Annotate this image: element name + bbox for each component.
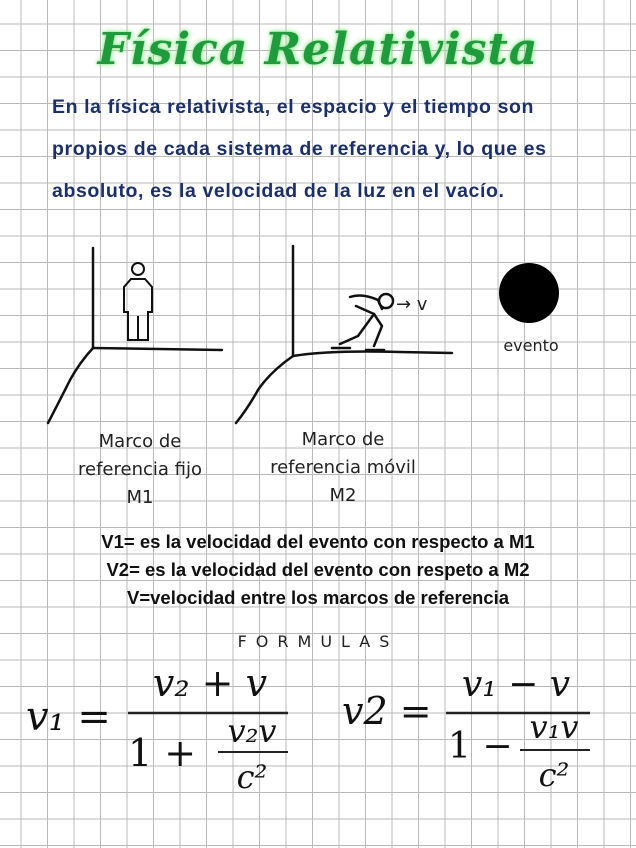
moving-frame-axes	[236, 246, 452, 423]
moving-frame-line1: Marco de	[301, 429, 385, 450]
formula2-numerator: v₁ − v	[461, 664, 571, 705]
formula-v2	[338, 658, 628, 808]
formula-v1	[20, 658, 310, 808]
formula1-inner-numerator: v₂v	[227, 712, 277, 750]
formula2-inner-denominator: c²	[538, 756, 570, 794]
definition-v1: V1= es la velocidad del evento con respecto a M1	[101, 531, 535, 552]
definition-v: V=velocidad entre los marcos de referencia	[127, 587, 509, 608]
fixed-frame-label	[40, 428, 240, 512]
moving-frame-label	[238, 426, 448, 510]
formulas-heading: FORMULAS	[237, 632, 399, 651]
skater-icon	[332, 294, 393, 350]
event-dot	[499, 263, 559, 323]
definition-v2: V2= es la velocidad del evento con respeto a M2	[106, 559, 530, 580]
velocity-label: → v	[396, 294, 428, 315]
formula1-lhs: v₁ =	[26, 694, 111, 740]
intro-paragraph: En la física relativista, el espacio y el tiempo son propios de cada sistema de referencia y, lo que es absoluto, es la velocidad de la luz en el vacío.	[52, 96, 547, 202]
person-icon	[124, 263, 152, 340]
formula1-numerator: v₂ + v	[152, 661, 268, 705]
formula2-inner-numerator: v₁v	[529, 708, 579, 746]
formula2-denominator-one: 1 −	[448, 726, 513, 767]
formula1-denominator-one: 1 +	[128, 731, 197, 775]
fixed-frame-line2: referencia fijo	[78, 459, 202, 480]
event-label: evento	[503, 336, 559, 355]
formula1-inner-denominator: c²	[236, 758, 268, 796]
moving-frame-line3: M2	[329, 485, 357, 506]
moving-frame-line2: referencia móvil	[270, 457, 416, 478]
fixed-frame-line1: Marco de	[98, 431, 182, 452]
fixed-frame-line3: M1	[126, 487, 154, 508]
formula2-lhs: v2 =	[342, 689, 432, 733]
page-title: Física Relativista	[97, 24, 539, 75]
